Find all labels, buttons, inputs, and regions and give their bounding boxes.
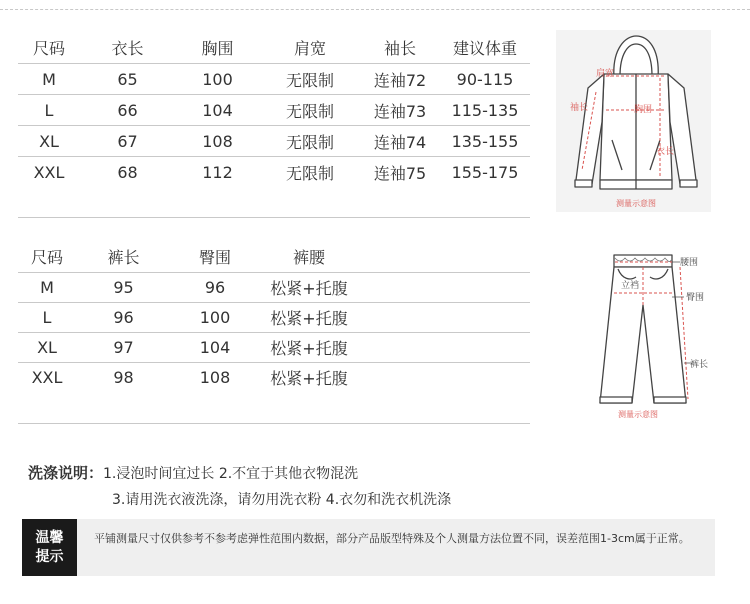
pants-caption: 测量示意图 bbox=[618, 410, 658, 419]
shoulder-label: 肩宽 bbox=[596, 69, 615, 79]
cell-shoulder: 无限制 bbox=[260, 64, 360, 95]
hip-label: 臀围 bbox=[686, 293, 705, 303]
cell-shoulder: 无限制 bbox=[260, 126, 360, 157]
cell-weight: 115-135 bbox=[440, 95, 530, 126]
tip-text: 平铺测量尺寸仅供参考不参考虑弹性范围内数据，部分产品版型特殊及个人测量方法位置不同，误差范围1-3cm属于正常。 bbox=[94, 532, 690, 545]
cell-size: XXL bbox=[33, 162, 65, 182]
tip-bar bbox=[22, 519, 715, 576]
jacket-diagram bbox=[556, 30, 711, 212]
table-row bbox=[18, 303, 530, 333]
tip-tag-line-2: 提示 bbox=[35, 548, 64, 565]
cell-waist: 松紧+托腹 bbox=[270, 369, 348, 388]
pants-illustration bbox=[560, 243, 711, 423]
cell-sleeve: 连袖72 bbox=[360, 64, 440, 95]
chest-label: 胸围 bbox=[634, 105, 653, 115]
cell-hip: 96 bbox=[171, 273, 259, 303]
cell-hip: 104 bbox=[171, 333, 259, 363]
length-label: 衣长 bbox=[656, 147, 675, 157]
pants-length-label: 裤长 bbox=[690, 360, 709, 370]
header-shoulder: 肩宽 bbox=[260, 32, 360, 64]
table-row bbox=[18, 126, 530, 157]
cell-weight: 155-175 bbox=[451, 162, 519, 182]
cell-length: 66 bbox=[80, 95, 175, 126]
top-dashed-divider bbox=[0, 9, 750, 10]
cell-size: XL bbox=[18, 126, 80, 157]
header-pants-length: 裤长 bbox=[76, 241, 171, 273]
cell-sleeve: 连袖75 bbox=[373, 163, 427, 183]
header-size: 尺码 bbox=[18, 241, 76, 273]
header-sleeve: 袖长 bbox=[360, 32, 440, 64]
tip-tag bbox=[22, 519, 77, 576]
cell-pants-length: 96 bbox=[76, 303, 171, 333]
cell-chest: 112 bbox=[202, 162, 233, 182]
table-row bbox=[18, 333, 530, 363]
cell-waist: 松紧+托腹 bbox=[259, 333, 359, 363]
sleeve-label: 袖长 bbox=[570, 103, 589, 113]
table-row bbox=[18, 95, 530, 126]
cell-waist: 松紧+托腹 bbox=[259, 303, 359, 333]
cell-size: L bbox=[18, 95, 80, 126]
pants-table-header-row bbox=[18, 241, 530, 273]
cell-chest: 100 bbox=[175, 64, 260, 95]
washing-label: 洗涤说明： bbox=[28, 464, 104, 482]
cell-size: L bbox=[18, 303, 76, 333]
cell-waist: 松紧+托腹 bbox=[259, 273, 359, 303]
cell-shoulder: 无限制 bbox=[260, 95, 360, 126]
header-waist: 裤腰 bbox=[259, 241, 359, 273]
cell-weight: 135-155 bbox=[440, 126, 530, 157]
cell-chest: 108 bbox=[175, 126, 260, 157]
washing-text-1: 1.浸泡时间宜过长 2.不宜于其他衣物混洗 bbox=[103, 466, 359, 482]
table-row bbox=[18, 273, 530, 303]
table-row bbox=[18, 64, 530, 95]
table-row bbox=[18, 157, 530, 188]
top-size-table bbox=[18, 32, 530, 187]
cell-chest: 104 bbox=[175, 95, 260, 126]
header-chest: 胸围 bbox=[175, 32, 260, 64]
tip-tag-line-1: 温馨 bbox=[35, 529, 64, 546]
jacket-illustration bbox=[556, 30, 711, 212]
header-size: 尺码 bbox=[18, 32, 80, 64]
jacket-caption: 测量示意图 bbox=[616, 199, 656, 208]
section-divider bbox=[18, 217, 530, 218]
cell-pants-length: 97 bbox=[76, 333, 171, 363]
pants-diagram bbox=[560, 243, 711, 423]
table-row bbox=[18, 363, 530, 393]
cell-length: 65 bbox=[80, 64, 175, 95]
cell-pants-length: 95 bbox=[76, 273, 171, 303]
header-weight: 建议体重 bbox=[440, 32, 530, 64]
washing-line-2 bbox=[28, 487, 451, 513]
cell-hip: 100 bbox=[171, 303, 259, 333]
cell-size: M bbox=[18, 273, 76, 303]
top-table-header-row bbox=[18, 32, 530, 64]
washing-instructions bbox=[28, 460, 451, 513]
cell-size: XL bbox=[18, 333, 76, 363]
cell-shoulder: 无限制 bbox=[285, 163, 334, 183]
cell-length: 67 bbox=[80, 126, 175, 157]
cell-size: XXL bbox=[31, 368, 63, 387]
cell-length: 68 bbox=[117, 162, 138, 182]
cell-size: M bbox=[18, 64, 80, 95]
waist-label: 腰围 bbox=[680, 258, 699, 268]
header-hip: 臀围 bbox=[171, 241, 259, 273]
washing-text-2: 3.请用洗衣液洗涤，请勿用洗衣粉 4.衣勿和洗衣机洗涤 bbox=[112, 492, 452, 508]
washing-line-1 bbox=[28, 460, 451, 487]
rise-label: 立裆 bbox=[621, 281, 640, 291]
cell-sleeve: 连袖74 bbox=[360, 126, 440, 157]
header-length: 衣长 bbox=[80, 32, 175, 64]
cell-sleeve: 连袖73 bbox=[360, 95, 440, 126]
pants-size-table bbox=[18, 241, 530, 392]
cell-hip: 108 bbox=[199, 368, 231, 387]
section-divider bbox=[18, 423, 530, 424]
cell-weight: 90-115 bbox=[440, 64, 530, 95]
cell-pants-length: 98 bbox=[113, 368, 134, 387]
